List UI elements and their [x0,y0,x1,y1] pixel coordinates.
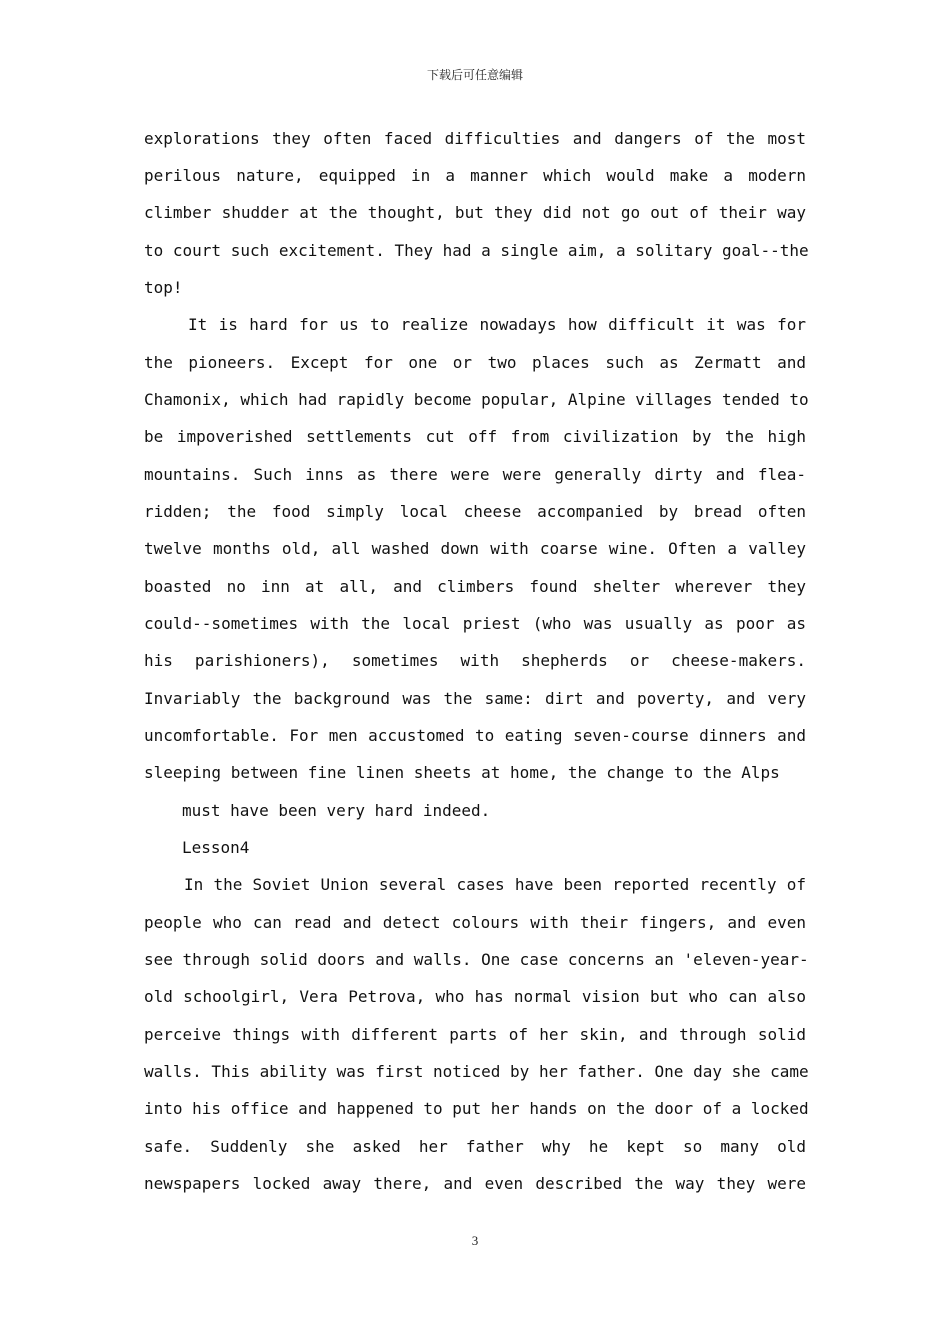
text-line: perilous nature, equipped in a manner which would make a modern [144,166,806,185]
text-line: to court such excitement. They had a single aim, a solitary goal--the [144,241,809,260]
paragraph-first-line: In the Soviet Union several cases have been reported recently of [184,875,806,894]
lesson-heading: Lesson4 [182,838,250,857]
text-line: the pioneers. Except for one or two places such as Zermatt and [144,353,806,372]
text-line: top! [144,278,183,297]
text-line: old schoolgirl, Vera Petrova, who has normal vision but who can also [144,987,806,1006]
text-line: twelve months old, all washed down with coarse wine. Often a valley [144,539,806,558]
text-line: perceive things with different parts of her skin, and through solid [144,1025,806,1044]
text-line: Invariably the background was the same: dirt and poverty, and very [144,689,806,708]
text-line: walls. This ability was first noticed by her father. One day she came [144,1062,809,1081]
text-line: into his office and happened to put her hands on the door of a locked [144,1099,809,1118]
text-line: see through solid doors and walls. One case concerns an 'eleven-year- [144,950,809,969]
text-line: ridden; the food simply local cheese accompanied by bread often [144,502,806,521]
text-line: climber shudder at the thought, but they did not go out of their way [144,203,806,222]
text-line: explorations they often faced difficulties and dangers of the most [144,129,806,148]
text-line: newspapers locked away there, and even described the way they were [144,1174,806,1193]
text-line: sleeping between fine linen sheets at home, the change to the Alps [144,763,780,782]
text-line: his parishioners), sometimes with shepherds or cheese-makers. [144,651,806,670]
text-line: safe. Suddenly she asked her father why he kept so many old [144,1137,806,1156]
text-line: must have been very hard indeed. [182,801,491,820]
text-line: could--sometimes with the local priest (who was usually as poor as [144,614,806,633]
text-line: be impoverished settlements cut off from civilization by the high [144,427,806,446]
text-line: boasted no inn at all, and climbers found shelter wherever they [144,577,806,596]
text-line: Chamonix, which had rapidly become popular, Alpine villages tended to [144,390,809,409]
page-header: 下载后可任意编辑 [426,68,523,82]
page-number: 3 [471,1233,479,1248]
text-line: uncomfortable. For men accustomed to eating seven-course dinners and [144,726,806,745]
paragraph-first-line: It is hard for us to realize nowadays how difficult it was for [188,315,806,334]
text-line: mountains. Such inns as there were were generally dirty and flea- [144,465,806,484]
text-line: people who can read and detect colours with their fingers, and even [144,913,806,932]
